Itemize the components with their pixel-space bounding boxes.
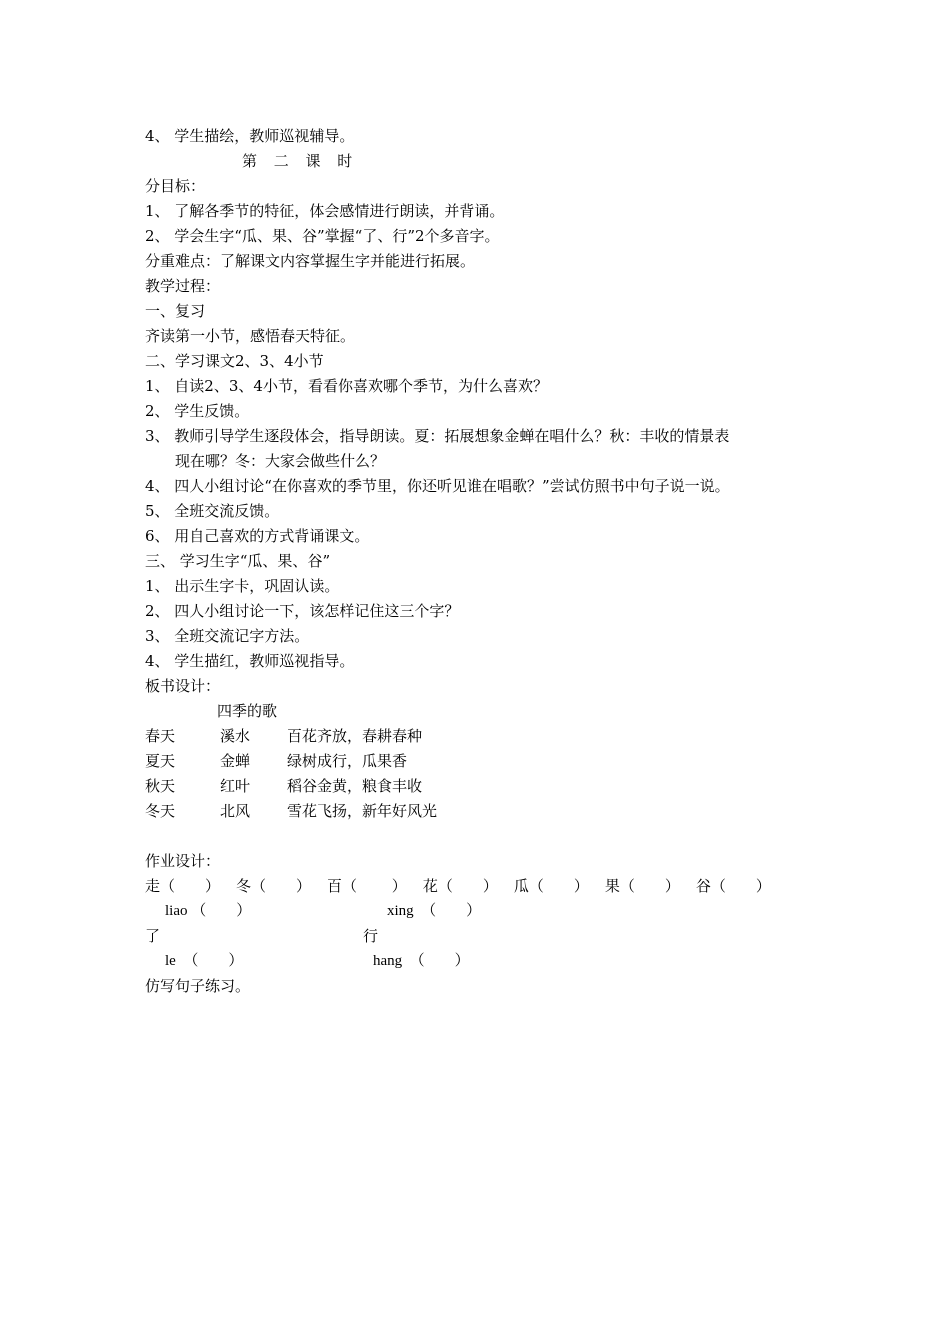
pinyin-xing: xing （ ） bbox=[387, 903, 482, 919]
step-line: 4、 学生描红，教师巡视指导。 bbox=[145, 652, 355, 670]
board-title: 四季的歌 bbox=[217, 702, 278, 720]
pinyin-le: le （ ） bbox=[165, 953, 244, 969]
board-phrase: 稻谷金黄，粮食丰收 bbox=[287, 777, 423, 795]
homework-word: 冬（ ） bbox=[236, 877, 312, 895]
step-line: 1、 自读2、3、4小节，看看你喜欢哪个季节，为什么喜欢？ bbox=[145, 377, 548, 395]
pinyin-liao: liao （ ） bbox=[165, 903, 252, 919]
board-row bbox=[145, 774, 825, 799]
goal-heading: 分目标： bbox=[145, 177, 206, 195]
board-image: 金蝉 bbox=[220, 752, 251, 770]
homework-heading: 作业设计： bbox=[145, 852, 221, 870]
board-season: 秋天 bbox=[145, 777, 176, 795]
part-heading: 二、学习课文2、3、4小节 bbox=[145, 352, 324, 370]
polyphone-le: 了 bbox=[145, 927, 161, 945]
process-heading: 教学过程： bbox=[145, 277, 221, 295]
homework-word: 走（ ） bbox=[145, 877, 221, 895]
board-image: 红叶 bbox=[220, 777, 251, 795]
part-heading: 三、 学习生字“瓜、果、谷” bbox=[145, 552, 331, 570]
pinyin-row bbox=[145, 949, 825, 974]
goal-item: 2、 学会生字“瓜、果、谷”掌握“了、行”2个多音字。 bbox=[145, 227, 500, 245]
pinyin-row bbox=[145, 899, 825, 924]
step-line: 2、 学生反馈。 bbox=[145, 402, 250, 420]
step-line: 4、 四人小组讨论“在你喜欢的季节里，你还听见谁在唱歌？”尝试仿照书中句子说一说。 bbox=[145, 477, 730, 495]
section-title: 第 二 课 时 bbox=[242, 152, 359, 170]
board-image: 北风 bbox=[220, 802, 251, 820]
board-image: 溪水 bbox=[220, 727, 251, 745]
homework-final: 仿写句子练习。 bbox=[145, 977, 251, 995]
board-row bbox=[145, 724, 825, 749]
homework-word: 瓜（ ） bbox=[513, 877, 589, 895]
homework-words-row bbox=[145, 874, 825, 899]
board-phrase: 绿树成行，瓜果香 bbox=[287, 752, 408, 770]
step-line: 齐读第一小节，感悟春天特征。 bbox=[145, 327, 356, 345]
board-heading: 板书设计： bbox=[145, 677, 221, 695]
board-season: 夏天 bbox=[145, 752, 176, 770]
document-page bbox=[145, 124, 825, 999]
step-line: 2、 四人小组讨论一下，该怎样记住这三个字？ bbox=[145, 602, 460, 620]
board-phrase: 雪花飞扬，新年好风光 bbox=[287, 802, 438, 820]
homework-word: 果（ ） bbox=[604, 877, 680, 895]
polyphone-row bbox=[145, 924, 825, 949]
step-line: 1、 出示生字卡，巩固认读。 bbox=[145, 577, 340, 595]
board-season: 春天 bbox=[145, 727, 176, 745]
step-line: 4、 学生描绘，教师巡视辅导。 bbox=[145, 127, 355, 145]
step-line: 5、 全班交流反馈。 bbox=[145, 502, 280, 520]
homework-word: 花（ ） bbox=[422, 877, 498, 895]
board-phrase: 百花齐放，春耕春种 bbox=[287, 727, 423, 745]
polyphone-xing: 行 bbox=[363, 927, 379, 945]
key-difficulty: 分重难点：了解课文内容掌握生字并能进行拓展。 bbox=[145, 252, 476, 270]
board-row bbox=[145, 749, 825, 774]
part-heading: 一、复习 bbox=[145, 302, 206, 320]
board-row bbox=[145, 799, 825, 824]
step-line-continued: 现在哪？冬：大家会做些什么？ bbox=[175, 452, 386, 470]
goal-item: 1、 了解各季节的特征，体会感情进行朗读，并背诵。 bbox=[145, 202, 505, 220]
homework-word: 谷（ ） bbox=[695, 877, 771, 895]
homework-word: 百（ ） bbox=[327, 877, 407, 895]
spacer bbox=[145, 824, 825, 849]
board-season: 冬天 bbox=[145, 802, 176, 820]
step-line: 3、 全班交流记字方法。 bbox=[145, 627, 310, 645]
step-line: 6、 用自己喜欢的方式背诵课文。 bbox=[145, 527, 370, 545]
pinyin-hang: hang （ ） bbox=[373, 953, 470, 969]
step-line: 3、 教师引导学生逐段体会，指导朗读。夏：拓展想象金蝉在唱什么？秋：丰收的情景表 bbox=[145, 427, 730, 445]
